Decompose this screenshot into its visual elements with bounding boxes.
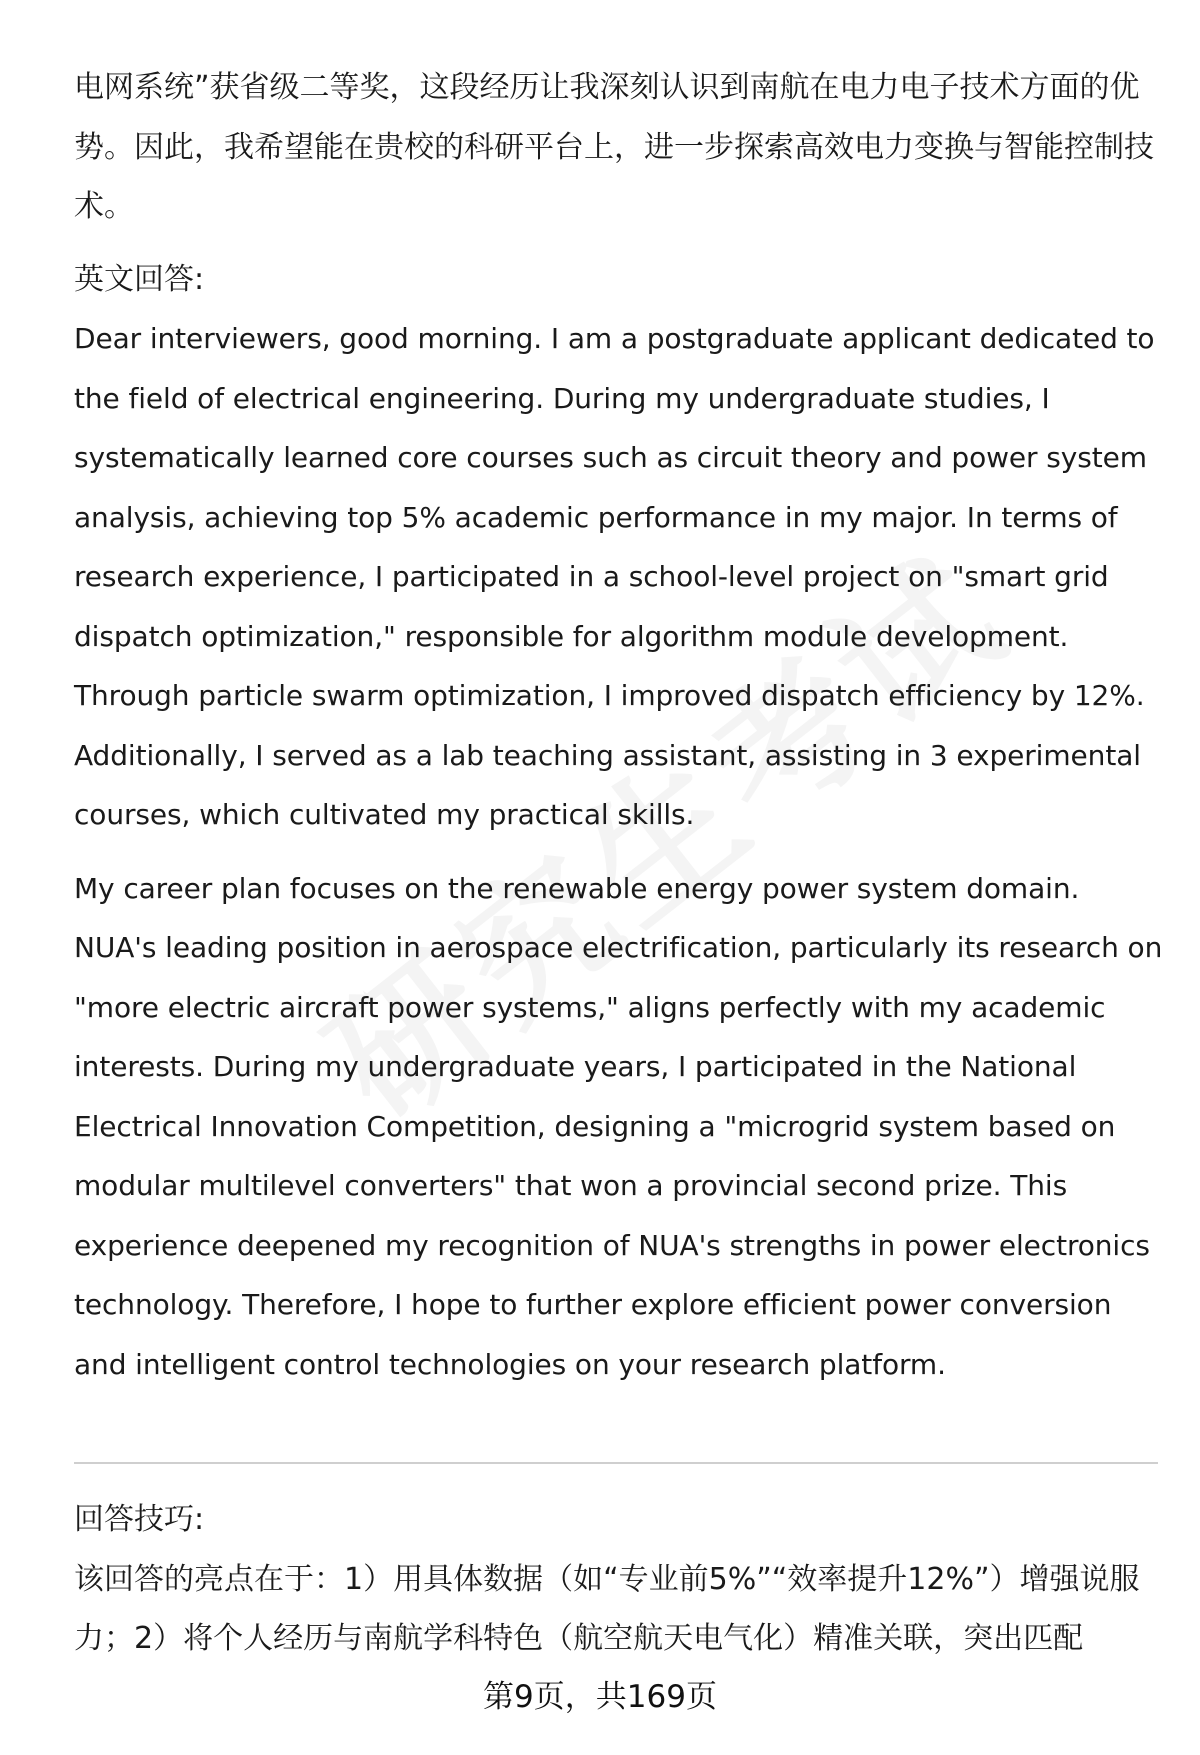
section-divider <box>74 1462 1158 1464</box>
answer-tips-section <box>74 1490 1164 1669</box>
chinese-answer-tail: 电网系统”获省级二等奖，这段经历让我深刻认识到南航在电力电子技术方面的优势。因此，我希望能在贵校的科研平台上，进一步探索高效电力变换与智能控制技术。 <box>74 70 1154 224</box>
english-answer-paragraph-2: My career plan focuses on the renewable energy power system domain. NUA's leading position in aerospace electrification, particularly its research on "more electric aircraft power systems," aligns perfectly with my academic interests. During my undergraduate years, I participated in the National Electrical Innovation Competition, designing a "microgrid system based on modular multilevel converters" that won a provincial second prize. This experience deepened my recognition of NUA's strengths in power electronics technology. Therefore, I hope to further explore efficient power conversion and intelligent control technologies on your research platform. <box>74 871 1163 1381</box>
document-body <box>74 58 1164 1394</box>
english-answer-heading: 英文回答: <box>74 261 205 297</box>
tips-body: 该回答的亮点在于：1）用具体数据（如“专业前5%”“效率提升12%”）增强说服力；2）将个人经历与南航学科特色（航空航天电气化）精准关联，突出匹配 <box>74 1561 1140 1656</box>
tips-heading: 回答技巧: <box>74 1502 205 1537</box>
page-number-footer: 第9页，共169页 <box>483 1679 717 1715</box>
english-answer-paragraph-1: Dear interviewers, good morning. I am a postgraduate applicant dedicated to the field of electrical engineering. During my undergraduate studies, I systematically learned core courses such as circuit theory and power system analysis, achieving top 5% academic performance in my major. In terms of research experience, I participated in a school-level project on "smart grid dispatch optimization," responsible for algorithm module development. Through particle swarm optimization, I improved dispatch efficiency by 12%. Additionally, I served as a lab teaching assistant, assisting in 3 experimental courses, which cultivated my practical skills. <box>74 322 1155 831</box>
